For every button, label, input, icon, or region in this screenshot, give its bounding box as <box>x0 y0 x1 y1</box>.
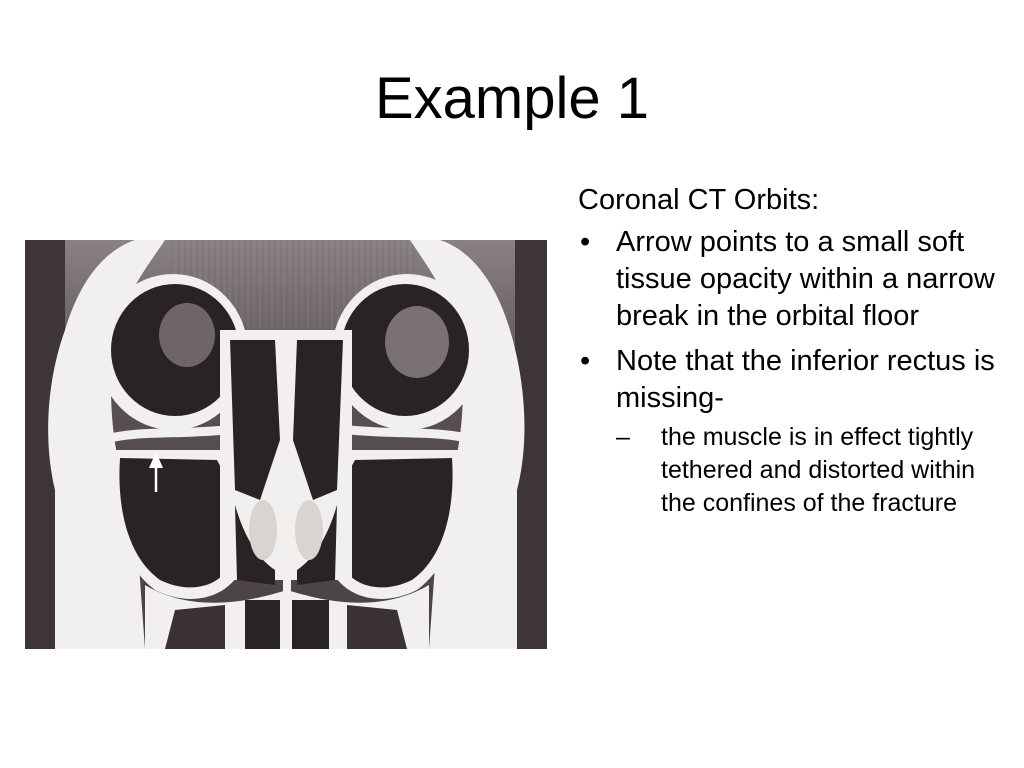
bullet-list <box>578 224 998 520</box>
slide-title: Example 1 <box>374 66 650 131</box>
sub-bullet-list <box>616 421 998 520</box>
slide-text-panel <box>578 182 998 528</box>
bullet-marker: • <box>580 226 591 258</box>
sub-bullet-marker: – <box>616 423 630 451</box>
bullet-marker: • <box>580 345 591 377</box>
bullet-item <box>578 343 998 520</box>
bullet-text: Arrow points to a small soft tissue opacity within a narrow break in the orbital floor <box>616 226 995 332</box>
coronal-ct-scan-image <box>25 240 547 649</box>
sub-bullet-item <box>616 421 998 520</box>
bullet-text: Note that the inferior rectus is missing- <box>616 345 995 414</box>
sub-bullet-text: the muscle is in effect tightly tethered and distorted within the confines of the fracture <box>661 423 976 517</box>
bullet-item <box>578 224 998 335</box>
section-heading: Coronal CT Orbits: <box>578 184 820 216</box>
